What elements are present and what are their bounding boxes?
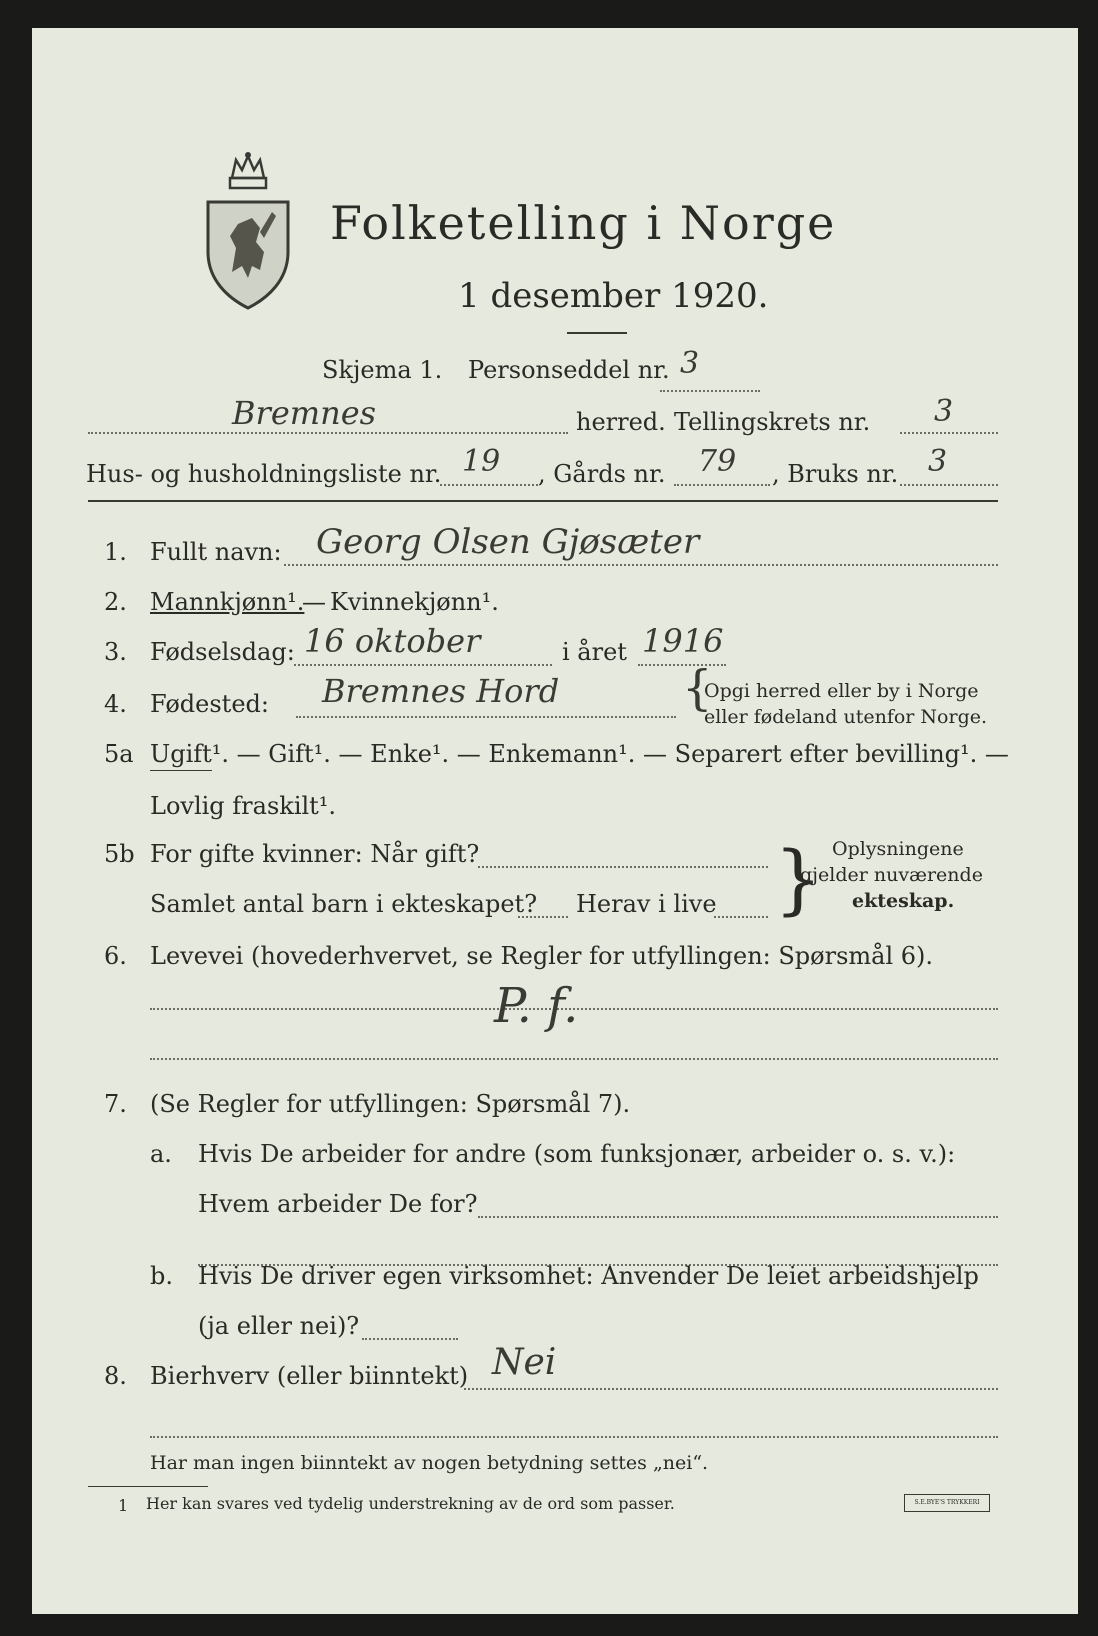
hus-label: Hus- og husholdningsliste nr. [86,460,442,488]
q8-label: Bierhverv (eller biinntekt) [150,1362,469,1390]
title-divider [567,332,627,334]
norway-coat-of-arms-icon [202,152,294,312]
q5b-alive-label: Herav i live [576,890,717,918]
tellingskrets-label: Tellingskrets nr. [674,408,871,436]
personseddel-label: Personseddel nr. [468,356,670,384]
q7b-line1: Hvis De driver egen virksomhet: Anvender De leiet arbeidshjelp [198,1262,979,1290]
gards-value[interactable]: 79 [698,444,737,479]
no-income-note: Har man ingen biinntekt av nogen betydning settes „nei“. [150,1452,709,1474]
footnote-text: Her kan svares ved tydelig understrekning av de ord som passer. [146,1494,675,1513]
herred-label: herred. [576,408,666,436]
q7-number: 7. [104,1090,127,1118]
q4-label: Fødested: [150,690,269,718]
q7a-letter: a. [150,1140,172,1168]
tellingskrets-value[interactable]: 3 [934,394,954,429]
children-count-field[interactable] [518,916,568,918]
q3-label: Fødselsdag: [150,638,295,666]
q3-number: 3. [104,638,127,666]
q5b-children-label: Samlet antal barn i ekteskapet? [150,890,538,918]
form-title: Folketelling i Norge [330,196,837,250]
children-alive-field[interactable] [714,916,768,918]
gender-separator: — [302,588,326,616]
q6-label: Levevei (hovederhvervet, se Regler for utfyllingen: Spørsmål 6). [150,942,934,970]
q1-number: 1. [104,538,127,566]
side-income-value[interactable]: Nei [492,1342,557,1383]
q7a-line2: Hvem arbeider De for? [198,1190,478,1218]
gards-label: , Gårds nr. [538,460,666,488]
bruks-value[interactable]: 3 [928,444,948,479]
ugift-underline [150,770,212,771]
q5b-line1: For gifte kvinner: Når gift? [150,840,480,868]
marital-status-options[interactable]: Ugift¹. — Gift¹. — Enke¹. — Enkemann¹. — Separert efter bevilling¹. — [150,740,1009,768]
year-label: i året [562,638,627,666]
q5a-number: 5a [104,740,134,768]
gender-male-option[interactable]: Mannkjønn¹. [150,588,305,616]
census-form-sheet [32,28,1078,1614]
q5b-brace: } [774,834,823,923]
q5b-note-line1: Oplysningene [832,838,964,860]
skjema-label: Skjema 1. [322,356,443,384]
employer-field[interactable] [478,1216,998,1218]
q7b-letter: b. [150,1262,173,1290]
q5b-number: 5b [104,840,135,868]
personseddel-value[interactable]: 3 [680,346,700,381]
q5b-note-line2: gjelder nuværende [800,864,983,886]
marriage-date-field[interactable] [478,866,768,868]
q4-number: 4. [104,690,127,718]
q6-number: 6. [104,942,127,970]
header-rule [88,500,998,502]
birthplace-value[interactable]: Bremnes Hord [322,672,560,710]
q8-number: 8. [104,1362,127,1390]
hired-help-field[interactable] [362,1338,458,1340]
birth-year-value[interactable]: 1916 [642,622,724,660]
q5b-note-line3: ekteskap. [852,890,955,912]
footnote-mark: 1 [118,1496,129,1515]
q4-brace: { [682,660,713,716]
bruks-label: , Bruks nr. [772,460,899,488]
marital-status-options-line2[interactable]: Lovlig fraskilt¹. [150,792,337,820]
census-date: 1 desember 1920. [458,276,769,316]
q4-note-line2: eller fødeland utenfor Norge. [704,706,988,728]
printer-stamp: S.E.BYE'S TRYKKERI [904,1494,990,1512]
occupation-value[interactable]: P. f. [494,978,579,1034]
q4-note-line1: Opgi herred eller by i Norge [704,680,979,702]
q7a-line1: Hvis De arbeider for andre (som funksjonær, arbeider o. s. v.): [198,1140,956,1168]
gender-female-option[interactable]: Kvinnekjønn¹. [330,588,499,616]
q2-number: 2. [104,588,127,616]
herred-value[interactable]: Bremnes [232,394,377,432]
birth-date-value[interactable]: 16 oktober [304,622,481,660]
q7-label: (Se Regler for utfyllingen: Spørsmål 7). [150,1090,631,1118]
q1-label: Fullt navn: [150,538,282,566]
full-name-value[interactable]: Georg Olsen Gjøsæter [316,522,700,562]
hus-value[interactable]: 19 [462,444,501,479]
q7b-line2: (ja eller nei)? [198,1312,360,1340]
